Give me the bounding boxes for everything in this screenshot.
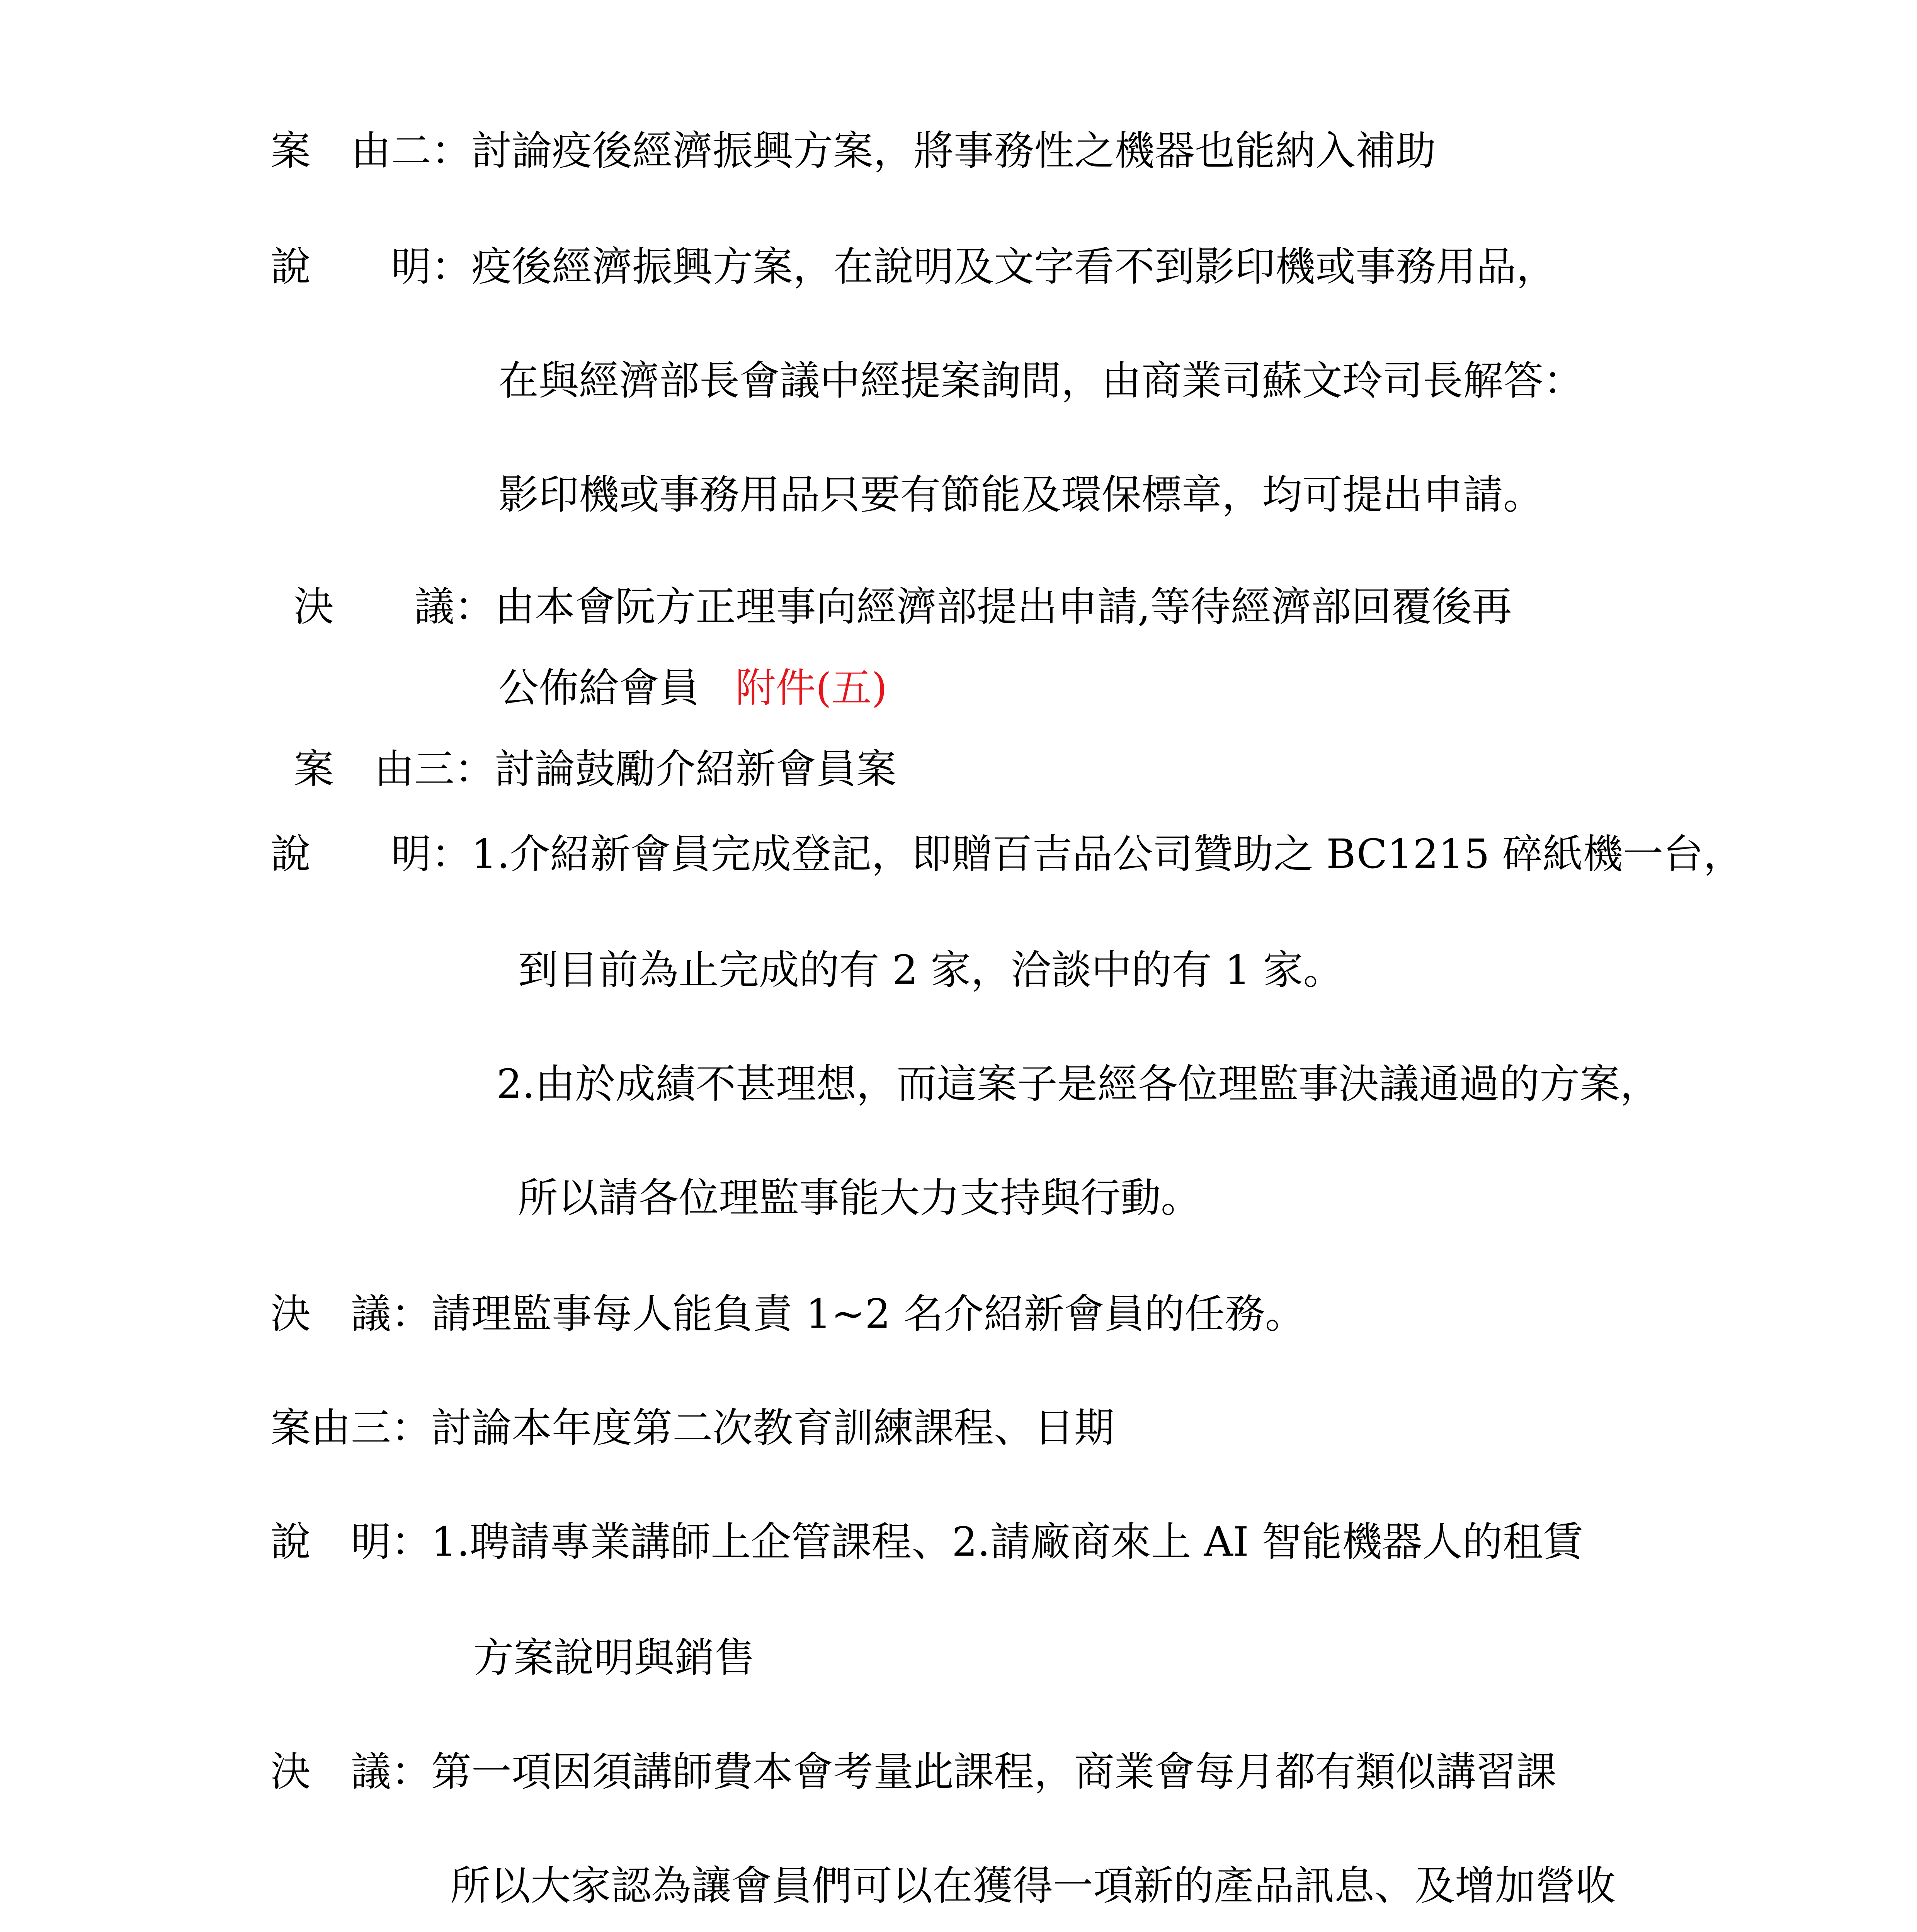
case-2-resolution-label: 決 議：: [294, 583, 495, 630]
case-4-explain-line-1: [270, 1515, 1583, 1569]
case-2-resolution-line-1: [294, 580, 1512, 634]
case-2-explain-text-1: 疫後經濟振興方案，在說明及文字看不到影印機或事務用品，: [471, 243, 1557, 290]
case-3-explain-line-4: 所以請各位理監事能大力支持與行動。: [518, 1174, 1201, 1221]
case-2-explain-line-1: [270, 240, 1556, 294]
case-4-resolution-label: 決 議：: [270, 1748, 432, 1795]
case-4-resolution-line-1: [270, 1745, 1556, 1799]
case-2-text: 討論疫後經濟振興方案，將事務性之機器也能納入補助: [471, 127, 1436, 174]
case-4-explain-text-1: 1.聘請專業講師上企管課程、2.請廠商來上 AI 智能機器人的租賃: [431, 1518, 1583, 1565]
case-3-resolution-line: [270, 1287, 1305, 1341]
attachment-5-link: 附件(五): [735, 664, 888, 711]
case-3-explain-text-1: 1.介紹新會員完成登記，即贈百吉品公司贊助之 BC1215 碎紙機一台，: [471, 830, 1744, 878]
case-2-resolution-text-1: 由本會阮方正理事向經濟部提出申請,等待經濟部回覆後再: [495, 583, 1512, 630]
case-2-line: [270, 124, 1436, 178]
case-3-explain-label: 說 明：: [270, 830, 472, 878]
case-4-explain-line-2: 方案說明與銷售: [473, 1634, 755, 1681]
case-3-line: [294, 742, 896, 796]
case-4-resolution-text-1: 第一項因須講師費本會考量此課程，商業會每月都有類似講習課: [431, 1748, 1557, 1795]
case-2-explain-label: 說 明：: [270, 243, 472, 290]
case-4-text: 討論本年度第二次教育訓練課程、日期: [431, 1404, 1115, 1451]
case-2-explain-line-3: 影印機或事務用品只要有節能及環保標章，均可提出申請。: [498, 471, 1544, 518]
case-3-explain-line-3: 2.由於成績不甚理想，而這案子是經各位理監事決議通過的方案，: [497, 1060, 1660, 1107]
case-4-line: [270, 1401, 1114, 1455]
case-2-explain-line-2: 在與經濟部長會議中經提案詢問，由商業司蘇文玲司長解答：: [498, 357, 1584, 404]
case-3-label: 案 由三：: [294, 745, 495, 793]
case-3-text: 討論鼓勵介紹新會員案: [495, 745, 897, 793]
case-2-label: 案 由二：: [270, 127, 472, 174]
case-3-explain-line-2: 到目前為止完成的有 2 家，洽談中的有 1 家。: [518, 946, 1344, 993]
case-3-resolution-text: 請理監事每人能負責 1~2 名介紹新會員的任務。: [431, 1290, 1305, 1337]
case-4-explain-label: 說 明：: [270, 1518, 432, 1565]
case-3-explain-line-1: [270, 827, 1744, 881]
case-2-resolution-text-2: 公佈給會員: [498, 664, 700, 711]
case-3-resolution-label: 決 議：: [270, 1290, 432, 1337]
case-2-resolution-line-2: [498, 661, 887, 715]
case-4-resolution-line-2: 所以大家認為讓會員們可以在獲得一項新的產品訊息、及增加營收: [450, 1862, 1616, 1909]
case-4-label: 案由三：: [270, 1404, 432, 1451]
